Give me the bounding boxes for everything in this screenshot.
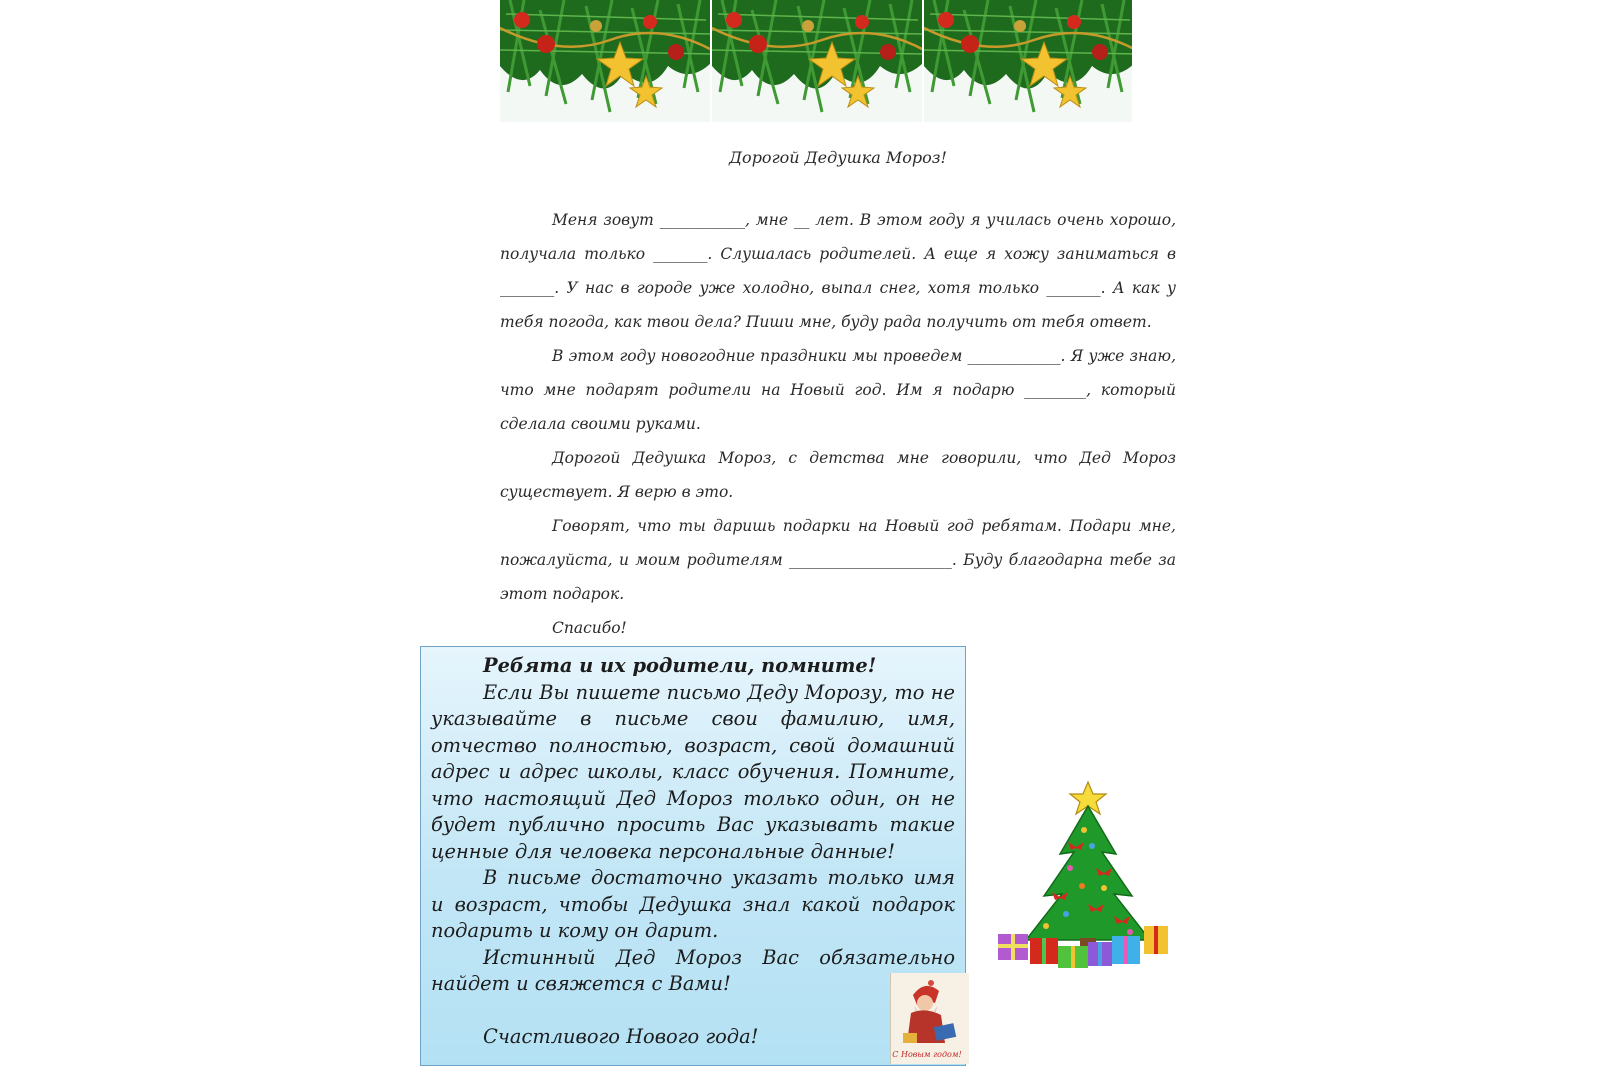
letter-paragraph: Говорят, что ты даришь подарки на Новый год ребятам. Подари мне, пожалуйста, и моим родителям _____________________. Буду благодарна тебе за этот подарок. — [500, 517, 1176, 603]
letter-paragraph: Дорогой Дедушка Мороз, с детства мне говорили, что Дед Мороз существует. Я верю в это. — [500, 449, 1176, 501]
letter-body — [500, 146, 1176, 645]
notice-paragraph: Истинный Дед Мороз Вас обязательно найдет и свяжется с Вами! — [431, 945, 955, 995]
santa-postcard-icon — [891, 973, 969, 1064]
letter-paragraph: В этом году новогодние праздники мы проведем ____________. Я уже знаю, что мне подарят родители на Новый год. Им я подарю ________, который сделала своими руками. — [500, 347, 1176, 433]
santa-postcard-image — [890, 973, 969, 1064]
notice-box — [420, 646, 966, 1066]
christmas-tree-image — [996, 776, 1176, 972]
letter-closing: Спасибо! — [552, 619, 627, 637]
postcard-caption: С Новым годом! — [892, 1050, 962, 1059]
notice-paragraph: Если Вы пишете письмо Деду Морозу, то не указывайте в письме свои фамилию, имя, отчество полностью, возраст, свой домашний адрес и адрес школы, класс обучения. Помните, что настоящий Дед Мороз только один, он не будет публично просить Вас указывать такие ценные для человека персональные данные! — [431, 680, 955, 863]
fir-garland-banner — [500, 0, 1132, 122]
notice-title: Ребята и их родители, помните! — [483, 654, 877, 677]
letter-greeting: Дорогой Дедушка Мороз! — [729, 148, 947, 167]
notice-paragraph: В письме достаточно указать только имя и возраст, чтобы Дедушка знал какой подарок подарить и кому он дарит. — [431, 866, 955, 942]
notice-wish: Счастливого Нового года! — [483, 1024, 759, 1048]
letter-paragraph: Меня зовут ___________, мне __ лет. В этом году я училась очень хорошо, получала только _______. Слушалась родителей. А еще я хожу заниматься в _______. У нас в городе уже холодно, выпал снег, хотя только _______. А как у тебя погода, как твои дела? Пиши мне, буду рада получить от тебя ответ. — [500, 211, 1176, 331]
christmas-tree-icon — [996, 776, 1176, 972]
fir-garland-icon — [500, 0, 1132, 122]
notice-spacer — [431, 998, 955, 1024]
